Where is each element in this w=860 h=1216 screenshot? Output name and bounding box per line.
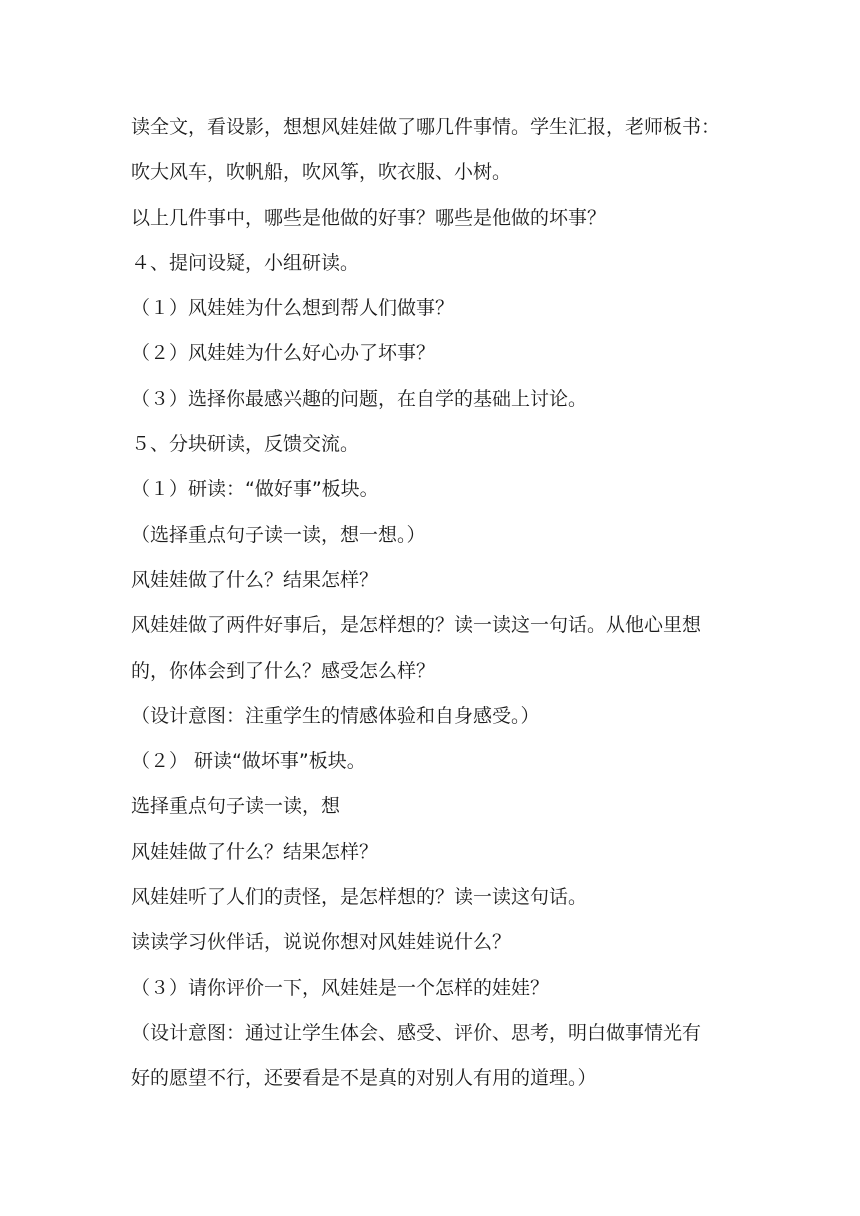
text-line-17: 风娃娃做了什么？结果怎样？ — [131, 840, 379, 863]
text-line-12: 风娃娃做了两件好事后，是怎样想的？读一读这一句话。从他心里想 — [131, 614, 702, 637]
text-line-3: 以上几件事中，哪些是他做的好事？哪些是他做的坏事？ — [131, 206, 607, 229]
design-intent-1: （设计意图：注重学生的情感体验和自身感受。） — [131, 704, 540, 727]
text-line-22: 好的愿望不行，还要看是不是真的对别人有用的道理。） — [131, 1067, 597, 1090]
subsection-heading-3: （３）请你评价一下，风娃娃是一个怎样的娃娃？ — [131, 976, 550, 999]
text-line-10: （选择重点句子读一读，想一想。） — [131, 523, 426, 546]
subsection-heading-1: （１）研读：“做好事”板块。 — [131, 478, 379, 501]
text-line-19: 读读学习伙伴话，说说你想对风娃娃说什么？ — [131, 931, 512, 954]
document-body — [131, 109, 746, 1106]
text-line-11: 风娃娃做了什么？结果怎样？ — [131, 568, 379, 591]
question-item-1: （１）风娃娃为什么想到帮人们做事？ — [131, 297, 455, 320]
text-line-13: 的，你体会到了什么？感受怎么样？ — [131, 659, 436, 682]
section-heading-4: ４、提问设疑，小组研读。 — [131, 251, 360, 274]
subsection-heading-2: （２） 研读“做坏事”板块。 — [131, 750, 366, 773]
text-line-1: 读全文，看设影，想想风娃娃做了哪几件事情。学生汇报，老师板书： — [131, 116, 721, 138]
design-intent-2: （设计意图：通过让学生体会、感受、评价、思考，明白做事情光有 — [131, 1021, 702, 1044]
question-item-3: （３）选择你最感兴趣的问题，在自学的基础上讨论。 — [131, 387, 588, 410]
text-line-2: 吹大风车，吹帆船，吹风筝，吹衣服、小树。 — [131, 161, 512, 184]
section-heading-5: ５、分块研读，反馈交流。 — [131, 433, 360, 456]
text-line-16: 选择重点句子读一读，想 — [131, 795, 341, 818]
question-item-2: （２）风娃娃为什么好心办了坏事？ — [131, 342, 436, 365]
text-line-18: 风娃娃听了人们的责怪，是怎样想的？读一读这句话。 — [131, 886, 588, 909]
